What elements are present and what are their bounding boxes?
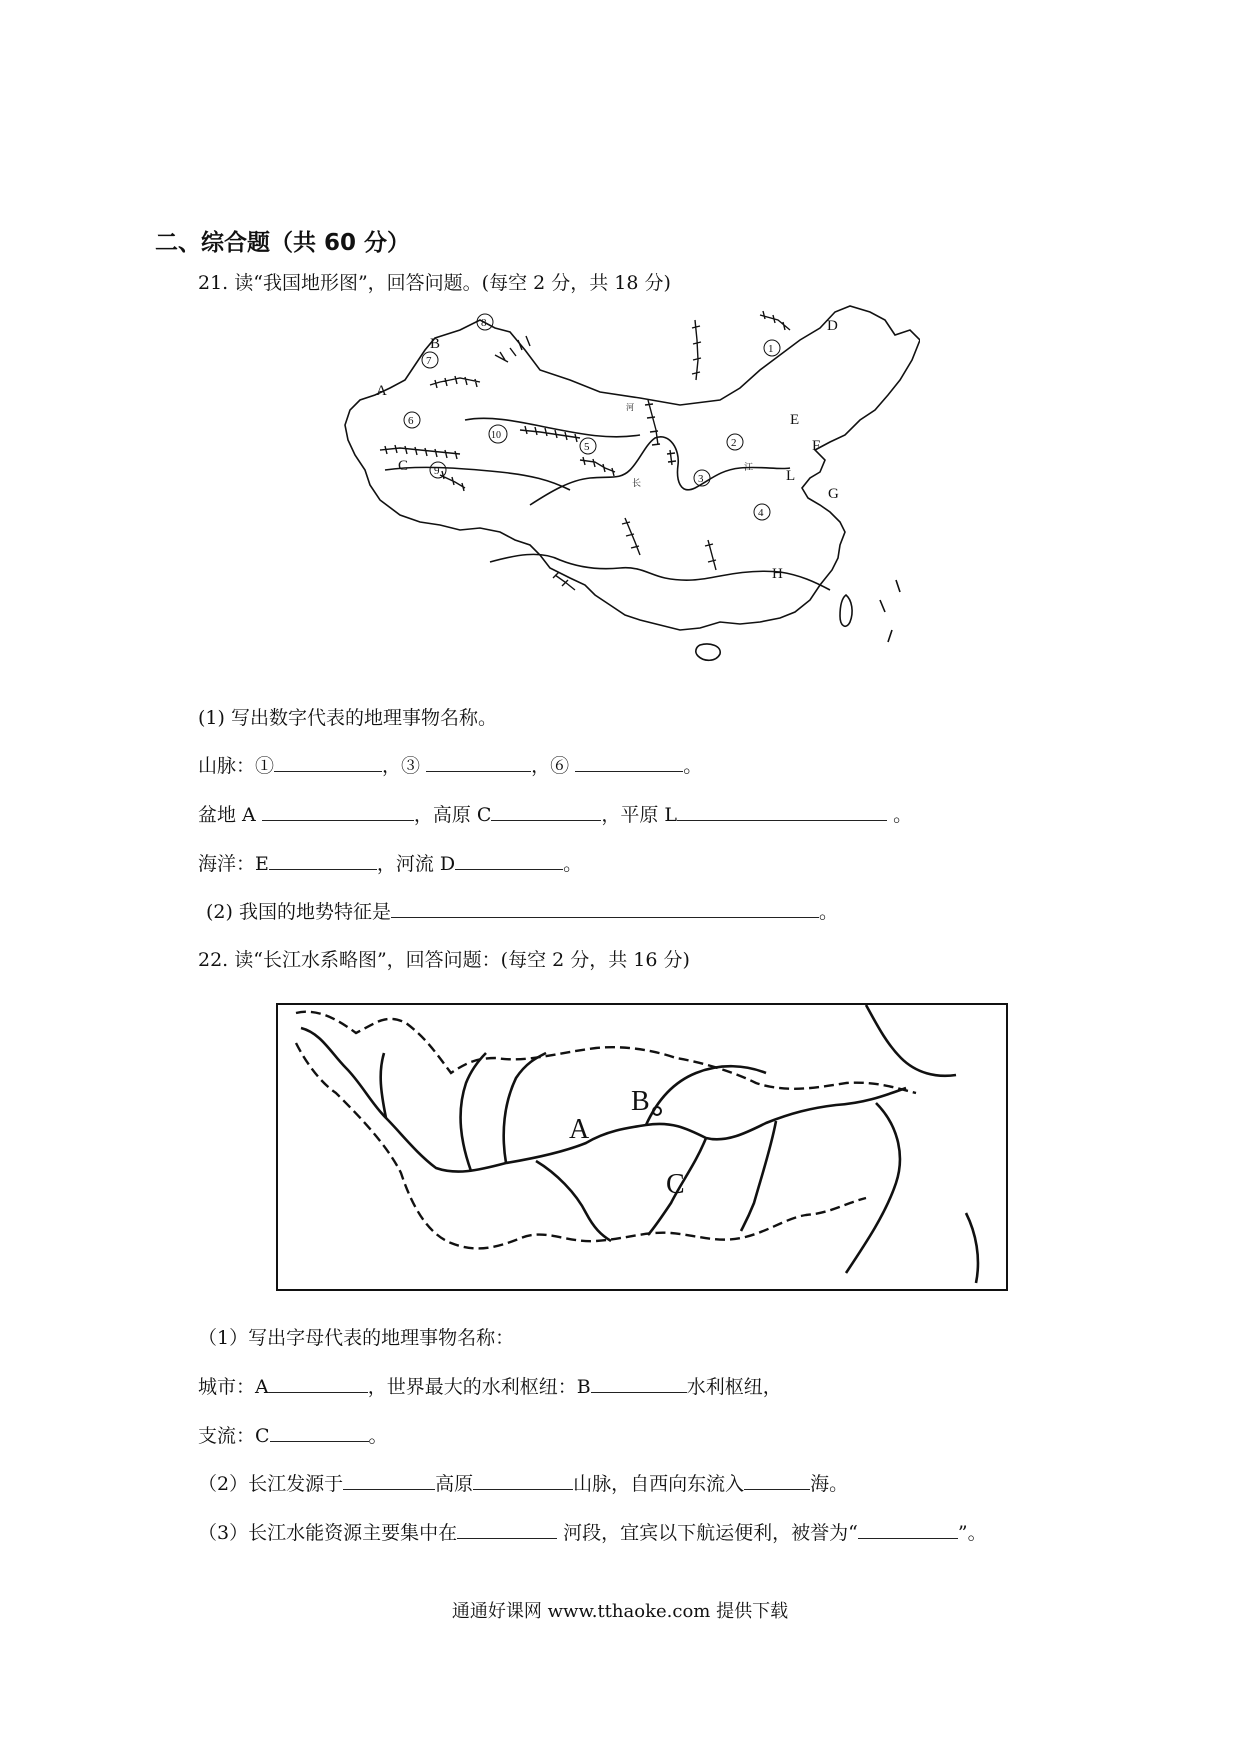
footer-source: 通通好课网 www.tthaoke.com 提供下载 bbox=[451, 1601, 789, 1622]
answer-blank-river-section[interactable] bbox=[457, 1518, 557, 1539]
answer-blank-source-plateau[interactable] bbox=[343, 1469, 435, 1490]
mountain-range-13 bbox=[705, 540, 716, 570]
q22-sub1: （1）写出字母代表的地理事物名称： bbox=[198, 1327, 515, 1349]
answer-blank-nickname[interactable] bbox=[858, 1518, 958, 1539]
map-label-c: C bbox=[398, 458, 409, 474]
answer-blank-basin-a[interactable] bbox=[262, 800, 414, 821]
mountain-range-8 bbox=[692, 320, 701, 380]
mountain-range-7 bbox=[645, 400, 660, 445]
map-num-3: 3 bbox=[698, 473, 704, 485]
q22-prompt: 22. 读“长江水系略图”，回答问题：(每空 2 分，共 16 分) bbox=[198, 949, 690, 971]
china-terrain-map bbox=[340, 300, 920, 680]
map-num-2: 2 bbox=[731, 437, 737, 449]
mountains-label: 山脉： bbox=[198, 755, 256, 777]
answer-blank-river-d[interactable] bbox=[455, 849, 563, 870]
answer-blank-mountain-3[interactable] bbox=[426, 751, 531, 772]
answer-blank-mountain-1[interactable] bbox=[274, 751, 382, 772]
map-label-river-chang: 长 bbox=[632, 478, 642, 488]
map-num-10: 10 bbox=[491, 430, 501, 441]
section-title: 二、综合题（共 60 分） bbox=[155, 230, 411, 256]
map-label-c: C bbox=[666, 1169, 685, 1200]
map-label-a: A bbox=[569, 1114, 590, 1145]
map-label-d: D bbox=[827, 318, 838, 334]
answer-blank-city-a[interactable] bbox=[269, 1372, 368, 1393]
q22-tributary-line: 支流：C 。 bbox=[198, 1421, 388, 1448]
map-label-b: B bbox=[631, 1086, 650, 1117]
answer-blank-ocean-e[interactable] bbox=[269, 849, 377, 870]
answer-blank-plateau-c[interactable] bbox=[491, 800, 601, 821]
map-num-5: 5 bbox=[584, 441, 590, 453]
q21-mountains-line: 山脉：① ，③ ，⑥ 。 bbox=[198, 751, 702, 778]
map-num-6: 6 bbox=[408, 415, 414, 427]
answer-blank-hub-b[interactable] bbox=[591, 1372, 687, 1393]
map-label-a: A bbox=[376, 383, 387, 399]
map-num-9: 9 bbox=[434, 465, 440, 477]
q22-city-line: 城市：A ，世界最大的水利枢纽：B 水利枢纽， bbox=[198, 1372, 782, 1399]
mountain-range-6 bbox=[440, 471, 465, 491]
q21-sub1: (1) 写出数字代表的地理事物名称。 bbox=[198, 707, 497, 729]
map-num-4: 4 bbox=[758, 507, 764, 519]
yangtze-river-system-map bbox=[276, 1003, 1008, 1291]
q22-sub3-line: （3）长江水能资源主要集中在 河段，宜宾以下航运便利，被誉为“ ”。 bbox=[198, 1518, 987, 1545]
q21-landform-line: 盆地 A ，高原 C ，平原 L 。 bbox=[198, 800, 912, 827]
inner-boundary-2 bbox=[385, 467, 570, 490]
q21-ocean-line: 海洋：E ，河流 D 。 bbox=[198, 849, 582, 876]
answer-blank-sea[interactable] bbox=[744, 1469, 810, 1490]
q21-sub2-line: (2) 我国的地势特征是 。 bbox=[206, 897, 838, 924]
coast-dots bbox=[880, 580, 900, 642]
answer-blank-source-mountain[interactable] bbox=[473, 1469, 573, 1490]
taiwan-island bbox=[840, 595, 852, 626]
mountain-range-11 bbox=[622, 518, 640, 555]
mountain-range-9 bbox=[760, 311, 790, 330]
map-label-e: E bbox=[790, 412, 800, 428]
map-label-l: L bbox=[786, 468, 796, 484]
mountain-range-10 bbox=[667, 450, 676, 465]
answer-blank-tributary-c[interactable] bbox=[270, 1421, 369, 1442]
map-label-g: G bbox=[828, 486, 839, 502]
hainan-island bbox=[696, 644, 720, 660]
map-label-river-jiang: 江 bbox=[744, 462, 754, 472]
map-label-h: H bbox=[772, 566, 783, 582]
map-label-b: B bbox=[430, 336, 441, 352]
map-label-river-he: 河 bbox=[626, 403, 634, 412]
map-num-8: 8 bbox=[481, 317, 487, 329]
q21-prompt: 21. 读“我国地形图”，回答问题。(每空 2 分，共 18 分) bbox=[198, 272, 671, 294]
answer-blank-terrain-feature[interactable] bbox=[391, 897, 819, 918]
map-num-1: 1 bbox=[768, 343, 774, 355]
map-label-f: F bbox=[812, 438, 821, 454]
mountain-range-5 bbox=[580, 457, 615, 476]
map-num-7: 7 bbox=[426, 355, 432, 367]
answer-blank-plain-l[interactable] bbox=[677, 800, 887, 821]
answer-blank-mountain-6[interactable] bbox=[575, 751, 683, 772]
mountain-range-3 bbox=[380, 445, 460, 459]
q22-sub2-line: （2）长江发源于 高原 山脉，自西向东流入 海。 bbox=[198, 1469, 848, 1496]
mountain-range-2 bbox=[430, 376, 480, 388]
